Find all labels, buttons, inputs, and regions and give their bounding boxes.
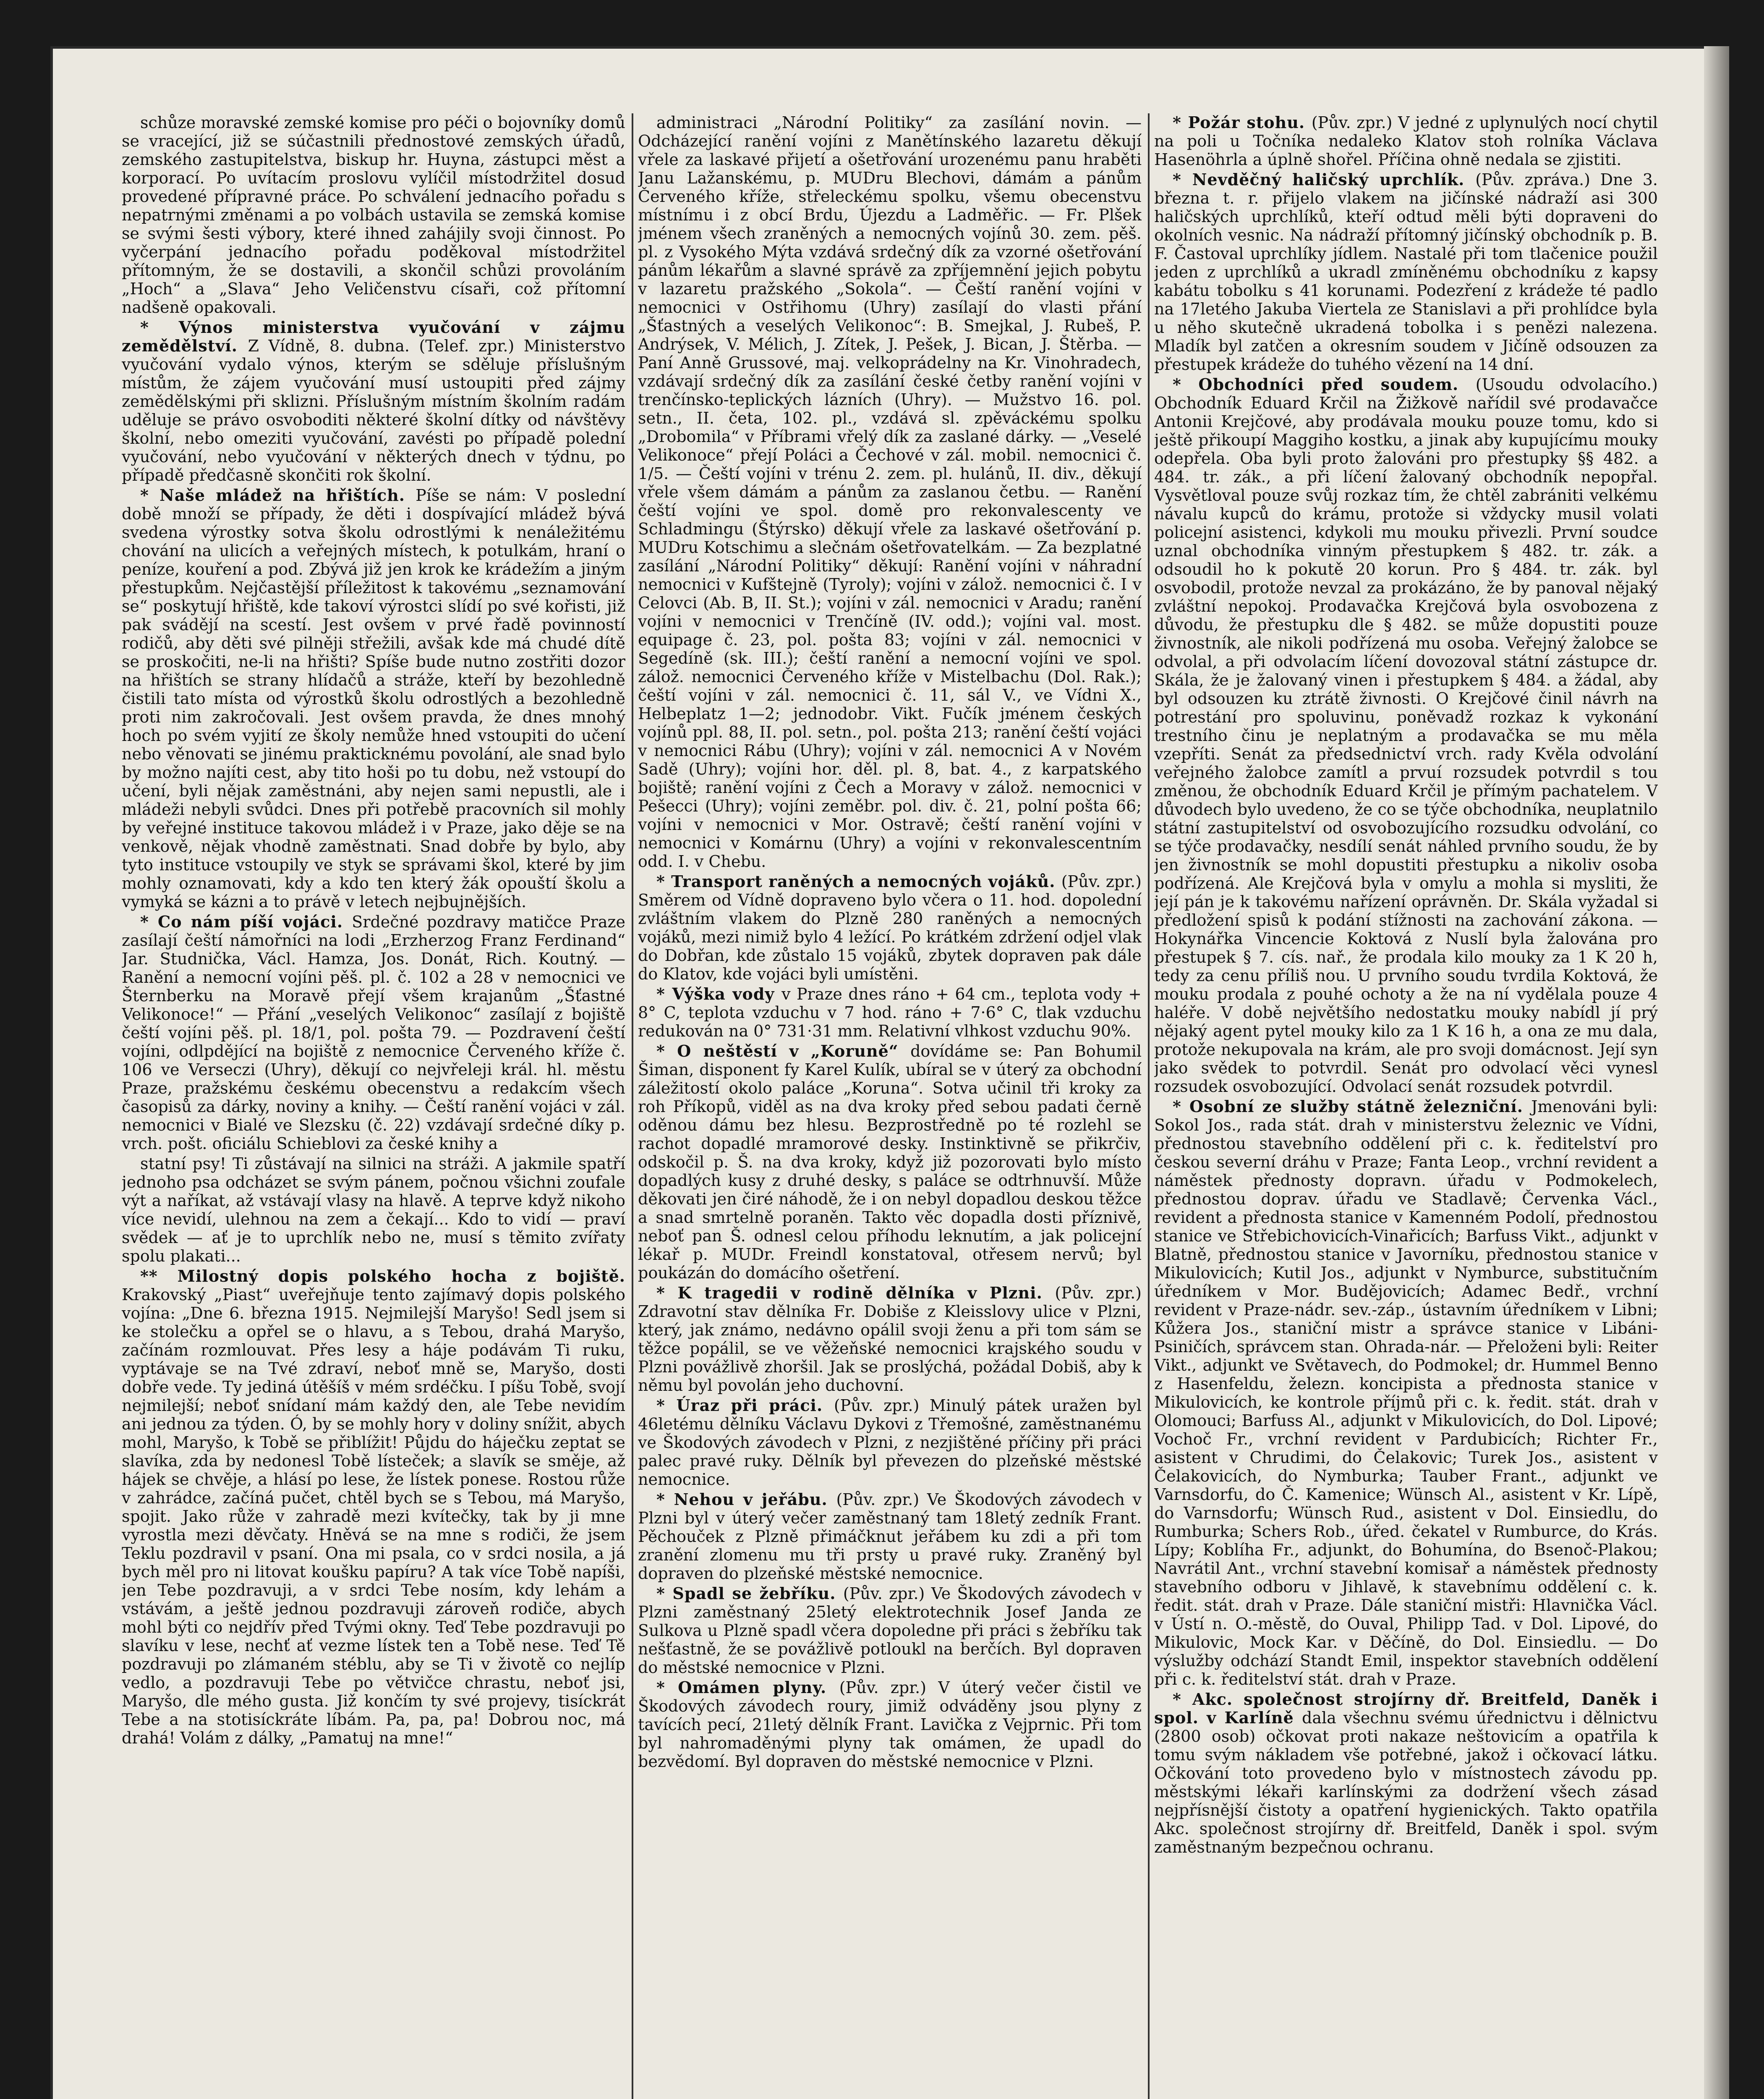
article-paragraph	[638, 1490, 1142, 1583]
article-paragraph	[122, 913, 625, 1153]
article-paragraph	[1154, 1097, 1658, 1688]
article-paragraph	[638, 872, 1142, 983]
article-text: (Pův. zpr.) V jedné z uplynulých nocí chytil na poli u Točníka nedaleko Klatov stoh rolníka Václava Hasenöhrla a úplně shořel. Příčina ohně nedala se zjistiti.	[1154, 113, 1658, 169]
article-headline: * Co nám píší vojáci.	[140, 912, 352, 931]
article-text: statní psy! Ti zůstávají na silnici na stráži. A jakmile spatří jednoho psa odcházet se svým pánem, počnou všichni zoufale výt a naříkat, až vstávají vlasy na hlavě. A teprve když nikoho více nevidí, ulehnou na zem a čekají... Kdo to vidí — praví svědek — ať je to uprchlík nebo ne, musí s těmito zvířaty spolu plakati...	[122, 1154, 625, 1265]
article-text: schůze moravské zemské komise pro péči o bojovníky domů se vracející, již se súčastnili přednostové zemských úřadů, zemského zastupitelstva, biskup hr. Huyna, zástupci měst a korporací. Po uvítacím proslovu vylíčil místodržitel dosud provedené přípravné práce. Po schválení jednacího pořadu s nepatrnými změnami a po volbách ustavila se zemská komise se svými šesti výbory, které ihned zahájily svoji činnost. Po vyčerpání jednacího pořadu poděkoval místodržitel přítomným, že se dostavili, a skončil schůzi provoláním „Hoch“ a „Slava“ Jeho Veličenstvu císaři, což přítomní nadšeně opakovali.	[122, 113, 625, 317]
article-text: (Usoudu odvolacího.) Obchodník Eduard Krčil na Žižkově nařídil své prodavačce Antonii Krejčové, aby prodávala mouku pouze tomu, kdo si ještě přikoupí Maggiho kostku, a jinak aby kupujícímu mouky odepřela. Oba byli proto žalováni pro přestupky §§ 482. a 484. tr. zák., a při líčení žalovaný obchodník nepopřal. Vysvětloval pouze svůj rozkaz tím, že chtěl zabrániti velkému návalu kupců do krámu, protože si vždycky musil volati policejní asistenci, kdykoli mu mouku přivezli. První soudce uznal obchodníka vinným přestupkem § 482. tr. zák. a odsoudil ho k pokutě 20 korun. Pro § 484. tr. zák. byl osvobodil, protože nevzal za prokázáno, že by panoval nějaký zvláštní nepokoj. Prodavačka Krejčová byla osvobozena z důvodu, že přestupku dle § 482. se může dopustiti pouze živnostník, ale nikoli podřízená mu osoba. Veřejný žalobce se odvolal, a při odvolacím líčení dovozoval státní zástupce dr. Skála, že je žalovaný vinen i přestupkem § 484. a žádal, aby byl odsouzen ku ztrátě živnosti. O Krejčové činil návrh na potrestání pro spoluvinu, poněvadž rozkaz k vykonání trestního činu je neplatným a prodavačka se mu měla vzepříti. Senát za předsednictví vrch. rady Kvěla odvolání veřejného žalobce zamítl a prvuí rozsudek potvrdil s tou změnou, že obchodník Eduard Krčil je přímým pachatelem. V důvodech bylo uvedeno, že co se týče obchodníka, neuplatnilo státní zastupitelství od osvobozujícího rozsudku odvolání, co se týče prodavačky, nesdílí senát náhled prvního soudu, že by jen živnostník se mohl dopustiti přestupku a nikoliv osoba podřízená. Ale Krejčová byla v omylu a mohla si mysliti, že její pán je k takovému nařízení oprávněn. Dr. Skála vyžadal si předložení spisů k podání stížnosti na zachování zákona. — Hokynářka Vincencie Koktová z Nuslí byla žalována pro přestupek § 7. cís. nař., že prodala kilo mouky za 1 K 20 h, tedy za cenu příliš nou. U prvního soudu tvrdila Koktová, že mouku prodala z pouhé ochoty a že na ní vydělala pouze 4 haléře. V době největšího nedostatku mouky nabídl jí prý nějaký agent pytel mouky kilo za 1 K 16 h, a ona ze mu dala, protože nekupovala na krám, ale pro svoji domácnost. Její syn jako svědek to potvrdil. Senát pro odvolací věci vynesl rozsudek osvobozující. Odvolací senát rozsudek potvrdil.	[1154, 375, 1658, 1096]
article-headline: * Výška vody	[656, 984, 782, 1003]
article-text: Z Vídně, 8. dubna. (Telef. zpr.) Ministerstvo vyučování vydalo výnos, kterým se sděluje příslušným místům, že zájem vyučování musí ustoupiti před zájmy zemědělskými při sklizni. Příslušným místním školním radám uděluje se právo osvoboditi některé školní dítky od návštěvy školní, nebo omeziti vyučování, zavésti po případě polední vyučování, nebo vyučování v některých dnech v týdnu, po případě předčasně skončiti rok školní.	[122, 337, 625, 484]
article-paragraph	[1154, 113, 1658, 169]
article-paragraph	[122, 486, 625, 911]
article-paragraph	[638, 1584, 1142, 1677]
article-headline: * K tragedii v rodině dělníka v Plzni.	[656, 1283, 1055, 1302]
column-left	[122, 113, 625, 2099]
column-right	[1154, 113, 1658, 2099]
article-text: administraci „Národní Politiky“ za zasílání novin. — Odcházející ranění vojíni z Manětínského lazaretu děkují vřele za laskavé přijetí a ošetřování urozenému panu hraběti Janu Lažanskému, p. MUDru Blechovi, dámám a pánům Červeného kříže, střeleckému spolku, všemu obecenstvu místnímu i z obcí Brdu, Újezdu a Ladměřic. — Fr. Plšek jménem všech zraněných a nemocných vojínů 30. zem. pěš. pl. z Vysokého Mýta vzdává srdečný dík za vzorné ošetřování pánům lékařům a slavné správě za zpříjemnění jejich pobytu v lazaretu pražského „Sokola“. — Čeští ranění vojíni v nemocnici v Ostřihomu (Uhry) zasílají do vlasti přání „Šťastných a veselých Velikonoc“: B. Smejkal, J. Rubeš, P. Andrýsek, V. Mélich, J. Zítek, J. Pešek, J. Bican, J. Štěrba. — Paní Anně Grussové, maj. velkoprádelny na Kr. Vinohradech, vzdávají srdečný dík za zasílání české četby ranění vojíni v trenčínsko-teplických lázních (Uhry). — Mužstvo 16. pol. setn., II. četa, 102. pl., vzdává sl. zpěváckému spolku „Drobomila“ v Příbrami vřelý dík za zaslané dárky. — „Veselé Velikonoce“ přejí Poláci a Čechové v zál. mobil. nemocnici č. 1/5. — Čeští vojíni v trénu 2. zem. pl. hulánů, II. div., děkují vřele všem dámám a pánům za zaslanou četbu. — Ranění čeští vojíni ve spol. domě pro rekonvalescenty ve Schladmingu (Štýrsko) děkují vřele za laskavé ošetřování p. MUDru Kotschimu a slečnám ošetřovatelkám. — Za bezplatné zasílání „Národní Politiky“ děkují: Ranění vojíni v náhradní nemocnici v Kufštejně (Tyroly); vojíni v zálož. nemocnici č. I v Celovci (Ab. B, II. St.); vojíni v zál. nemocnici v Aradu; ranění vojíni v nemocnici v Trenčíně (IV. odd.); vojíni val. most. equipage č. 23, pol. pošta 83; vojíni v zál. nemocnici v Segedíně (sk. III.); čeští ranění a nemocní vojíni ve spol. zálož. nemocnici Červeného kříže v Mistelbachu (Dol. Rak.); čeští vojíni v zál. nemocnici č. 11, sál V., ve Vídni X., Helbeplatz 1—2; jednodobr. Vikt. Fučík jménem českých vojínů ppl. 88, II. pol. setn., pol. pošta 213; ranění čeští vojáci v nemocnici Rábu (Uhry); vojíni v zál. nemocnici A v Novém Sadě (Uhry); vojíni hor. děl. pl. 8, bat. 4., z karpatského bojiště; ranění vojíni z Čech a Moravy v zálož. nemocnici v Pešecci (Uhry); vojíni zeměbr. pol. div. č. 21, polní pošta 66; vojíni v nemocnici v Mor. Ostravě; čeští ranění vojíni v nemocnici v Komárnu (Uhry) a vojíni v rekonvalescentním odd. I. v Chebu.	[638, 113, 1142, 871]
article-headline: * Nehou v jeřábu.	[656, 1490, 836, 1509]
article-headline: * O neštěstí v „Koruně“	[656, 1042, 911, 1060]
article-text: Jmenováni byli: Sokol Jos., rada stát. drah v ministerstvu železnic ve Vídni, přednostou stavebního oddělení při c. k. ředitelství pro českou severní dráhu v Praze; Fanta Leop., vrchní revident a náměstek přednosty dopravn. úřadu v Podmokelech, přednostou doprav. úřadu ve Stadlavě; Červenka Václ., revident a přednosta stanice v Kamenném Podolí, přednostou stanice ve Střebichovicích-Vinařicích; Barfuss Vikt., adjunkt v Blatně, přednostou stanice v Javorníku, přednostou stanice v Mikulovicích; Kutil Jos., adjunkt v Nymburce, substitučním úředníkem v Mor. Budějovicích; Adamec Bedř., vrchní revident v Praze-nádr. sev.-záp., ústavním úředníkem v Libni; Kůžera Jos., staniční mistr a správce stanice v Libáni-Psiničích, správcem stan. Ohrada-nár. — Přeloženi byli: Reiter Vikt., adjunkt ve Světavech, do Podmokel; dr. Hummel Benno z Hasenfeldu, železn. koncipista a přednosta stanice v Mikulovicích, ke kontrole příjmů při c. k. ředit. stát. drah v Olomouci; Barfuss Al., adjunkt v Mikulovicích, do Dol. Lipové; Vochoč Fr., vrchní revident v Pardubicích; Richter Fr., asistent v Chrudimi, do Čelakovic; Turek Jos., asistent v Čelakovicích, do Nymburka; Tauber Frant., adjunkt ve Varnsdorfu, do Č. Kamenice; Wünsch Al., asistent v Kr. Lípě, do Varnsdorfu; Wünsch Rud., asistent v Dol. Einsiedlu, do Rumburka; Schers Rob., úřed. čekatel v Rumburce, do Krás. Lípy; Koblíha Fr., adjunkt, do Bohumína, do Bsenoč-Plakou; Navrátil Ant., vrchní stavební komisař a náměstek přednosty stavebního odboru v Jihlavě, k stavebnímu oddělení c. k. ředit. stát. drah v Praze. Dále staniční mistři: Hlavnička Václ. v Ústí n. O.-městě, do Ouval, Philipp Tad. v Dol. Lipové, do Mikulovic, Mock Kar. v Děčíně, do Dol. Einsiedlu. — Do výslužby odchází Standt Emil, inspektor stavebních oddělení při c. k. ředitelství stát. drah v Praze.	[1154, 1097, 1658, 1688]
article-headline: * Omámen plyny.	[656, 1678, 839, 1697]
article-text: (Pův. zpr.) Minulý pátek uražen byl 46letému dělníku Václavu Dykovi z Třemošné, zaměstnanému ve Škodových závodech v Plzni, z nezjištěné příčiny při práci palec pravé ruky. Dělník byl převezen do plzeňské městské nemocnice.	[638, 1396, 1142, 1489]
article-text: Píše se nám: V poslední době množí se případy, že děti i dospívající mládež bývá svedena výrostky sotva školu odrostlými k nenáležitému chování na ulicích a veřejných místech, k potulkám, hraní o peníze, kouření a pod. Zbývá již jen krok ke krádežím a jiným přestupkům. Nejčastější příležitost k takovému „seznamování se“ poskytují hřiště, kde takoví výrostci slídí po své kořisti, již pak svádějí na scestí. Jest ovšem v prvé řadě povinností rodičů, aby děti své pilněji střežili, avšak kde má chudé dítě se proskočiti, ne-li na hřišti? Spíše bude nutno zostřiti dozor na hřištích se strany hlídačů a stráže, kteří by bezohledně čistili tato místa od výrostků školu odrostlých a bezohledně proti nim zakročovali. Jest ovšem pravda, že dnes mnohý hoch po svém vyjití ze školy nemůže hned vstoupiti do učení nebo věnovati se jinému prakticknému povolání, ale snad bylo by možno najíti cest, aby tito hoši po tu dobu, než vstoupí do učení, byli nějak zaměstnáni, aby nejen sami nepustli, ale i mládeži nebyli svůdci. Dnes při potřebě pracovních sil mohly by veřejné instituce takovou mládež i v Praze, jako děje se na venkově, nějak vhodně zaměstnati. Snad dobře by bylo, aby tyto instituce vstoupily ve styk se správami škol, které by jim mohly oznamovati, kdy a kdo ten který žák opouští školu a vymyká se kázni a to právě v letech nejbujnějších.	[122, 486, 625, 911]
article-headline: * Naše mládež na hřištích.	[140, 486, 416, 505]
article-headline: ** Milostný dopis polského hocha z bojiště.	[140, 1267, 625, 1285]
article-paragraph	[638, 1284, 1142, 1395]
article-paragraph	[1154, 170, 1658, 374]
article-text: v Praze dnes ráno + 64 cm., teplota vody + 8° C, teplota vzduchu v 7 hod. ráno + 7·6° C, tlak vzduchu redukován na 0° 731·31 mm. Relativní vlhkost vzduchu 90%.	[638, 985, 1142, 1040]
column-divider	[632, 113, 633, 2099]
article-headline: * Akc. společnost strojírny dř. Breitfeld, Daněk i spol. v Karlíně	[1154, 1690, 1658, 1727]
article-text: (Pův. zpr.) V úterý večer čistil ve Škodových závodech roury, jimiž odváděny jsou plyny z tavících pecí, 21letý dělník Frant. Lavička z Vejprnic. Při tom byl nahromaděnými plyny tak omámen, že upadl do bezvědomí. Byl dopraven do městské nemocnice v Plzni.	[638, 1678, 1142, 1771]
article-paragraph	[1154, 1690, 1658, 1856]
newspaper-page	[50, 46, 1729, 2099]
article-headline: * Osobní ze služby státně železniční.	[1173, 1097, 1531, 1116]
article-text: dala všechnu svému úřednictvu i dělnictvu (2800 osob) očkovat proti nakaze neštovicím a opatřila k tomu svým nákladem vše potřebné, jakož i očkovací látku. Očkování toto provedeno bylo v místnostech závodu pp. městskými lékaři karlínskými za dodržení všech zásad nejpřísnější čistoty a opatření hygienických. Takto opatřila Akc. společnost strojírny dř. Breitfeld, Daněk i spol. svým zaměstnaným bezpečnou ochranu.	[1154, 1709, 1658, 1856]
page-spine-shadow	[1704, 46, 1729, 2099]
article-paragraph	[122, 1267, 625, 1747]
article-text: dovídáme se: Pan Bohumil Šiman, disponent fy Karel Kulík, ubíral se v úterý za obchodní záležitostí okolo paláce „Koruna“. Sotva učinil tři kroky za roh Příkopů, viděl as na dva kroky před sebou padati černě oděnou dámu bez hlesu. Bezprostředně po té rozlehl se rachot dopadlé mramorové desky. Instinktivně se přikrčiv, odskočil p. Š. na dva kroky, když již pozorovati bylo místo dopadlých kusy z druhé desky, s paláce se odtrhnuvší. Může děkovati jen čiré náhodě, že i on nebyl dopadlou deskou těžce a snad smrtelně poraněn. Takto věc dopadla dosti příznivě, neboť pan Š. odnesl celou příhodu leknutím, a jak policejní lékař p. MUDr. Freindl konstatoval, otřesem nervů; byl poukázán do domácího ošetření.	[638, 1042, 1142, 1282]
article-text: (Pův. zpr.) Ve Škodových závodech v Plzni byl v úterý večer zaměstnaný tam 18letý zedník Frant. Pěchouček z Plzně přimáčknut jeřábem ku zdi a při tom zranění zlomenu mu tři prsty u pravé ruky. Zraněný byl dopraven do plzeňské městské nemocnice.	[638, 1490, 1142, 1583]
article-headline: * Požár stohu.	[1173, 113, 1312, 132]
article-paragraph	[1154, 375, 1658, 1096]
article-text: (Pův. zpr.) Zdravotní stav dělníka Fr. Dobiše z Kleisslovy ulice v Plzni, který, jak známo, nedávno opálil svoji ženu a při tom sám se těžce popálil, se ve věžeňské nemocnici krajského soudu v Plzni povážlivě zhoršil. Jak se proslýchá, požádal Dobiš, aby k němu byl povolán jeho duchovní.	[638, 1284, 1142, 1395]
article-headline: * Nevděčný haličský uprchlík.	[1173, 170, 1476, 189]
article-text: Krakovský „Piast“ uveřejňuje tento zajímavý dopis polského vojína: „Dne 6. března 1915. Nejmilejší Maryšo! Sedl jsem si ke stolečku a opřel se o hlavu, a s Tebou, drahá Maryšo, začínám rozmlouvat. Přes lesy a háje podávám Ti ruku, vyptávaje se na Tvé zdraví, neboť mně se, Maryšo, dosti dobře vede. Ty jediná útěšíš v mém srdéčku. I píšu Tobě, svojí nejmilejší; neboť snídaní mám každý den, ale Tebe nevidím ani jednou za týden. Ó, by se mohly hory v doliny snížit, abych mohl, Maryšo, k Tobě se přiblížit! Půjdu do háječku zeptat se slavíka, zda by nedonesl Tobě lísteček; a slavík se směje, až hájek se chvěje, a hlásí po lese, že lístek ponese. Rostou růže v zahrádce, začíná pučet, chtěl bych se s Tebou, má Maryšo, spojit. Jako růže v zahradě mezi kvítečky, tak by ji mne vyrostla mezi děvčaty. Hněvá se na mne s rodiči, že jsem Teklu pozdravil v psaní. Ona mi psala, co v srdci nosila, a já bych měl pro ni litovat koušku papíru? A tak více Tobě napíši, jen Tebe pozdravuji, a v srdci Tebe nosím, kdy lehám a vstávám, a ještě jednou pozdravuji zároveň rodiče, abych mohl býti co nejdřív před Tvými okny. Teď Tebe pozdravuji po slavíku v lese, nechť ať vezme lístek ten a Tobě nese. Teď Tě pozdravuji po zlámaném stéblu, aby se Ti v životě co nejlíp vedlo, a pozdravuji Tebe po větvičce chrastu, neboť jsi, Maryšo, dle mého gusta. Již končím ty své projevy, tisíckrát Tebe a na stotisíckráte líbám. Pa, pa, pa! Dobrou noc, má drahá! Volám z dálky, „Pamatuj na mne!“	[122, 1285, 625, 1747]
article-paragraph	[122, 113, 625, 317]
article-text: (Pův. zpr.) Směrem od Vídně dopraveno bylo včera o 11. hod. dopolední zvláštním vlakem do Plzně 280 raněných a nemocných vojáků, mezi nimiž bylo 4 ležící. Po krátkém zdržení odjel vlak do Dobřan, kde zůstalo 15 vojáků, zbytek dopraven pak dále do Klatov, kde vojáci byli umístěni.	[638, 872, 1142, 983]
article-paragraph	[638, 1396, 1142, 1489]
column-middle	[638, 113, 1142, 2099]
article-paragraph	[638, 1678, 1142, 1771]
article-headline: * Úraz při práci.	[656, 1396, 834, 1415]
article-text: (Pův. zpráva.) Dne 3. března t. r. přijelo vlakem na jičínské nádraží asi 300 haličských uprchlíků, kteří odtud měli býti dopraveni do okolních vesnic. Na nádraží přítomný jičínský obchodník p. B. F. Častoval uprchlíky jídlem. Nastalé při tom tlačenice použil jeden z uprchlíků a ukradl zmíněnému obchodníku z kapsy kabátu tobolku s 41 korunami. Podezření z krádeže té padlo na 17letého Jakuba Viertela ze Stanislavi a při prohlídce byla u něho skutečně ukradená tobolka i s penězi nalezena. Mladík byl zatčen a okresním soudem v Jičíně odsouzen za přestupek krádeže do tuhého vězení na 14 dní.	[1154, 170, 1658, 374]
article-paragraph	[638, 113, 1142, 871]
article-headline: * Spadl se žebříku.	[656, 1584, 843, 1603]
article-headline: * Výnos ministerstva vyučování v zájmu zemědělství.	[122, 318, 625, 355]
article-paragraph	[122, 318, 625, 484]
article-paragraph	[122, 1154, 625, 1265]
article-paragraph	[638, 1042, 1142, 1282]
article-headline: * Obchodníci před soudem.	[1173, 375, 1476, 394]
article-headline: * Transport raněných a nemocných vojáků.	[656, 872, 1061, 891]
article-text: (Pův. zpr.) Ve Škodových závodech v Plzni zaměstnaný 25letý elektrotechnik Josef Janda ze Sulkova u Plzně spadl včera dopoledne při práci s žebříku tak nešťastně, že se povážlivě potloukl na berčích. Byl dopraven do městské nemocnice v Plzni.	[638, 1584, 1142, 1677]
article-paragraph	[638, 985, 1142, 1040]
article-text: Srdečné pozdravy matičce Praze zasílají čeští námořníci na lodi „Erzherzog Franz Ferdinand“ Jar. Studnička, Václ. Hamza, Jos. Donát, Rich. Koutný. — Ranění a nemocní vojíni pěš. pl. č. 102 a 28 v nemocnici ve Šternberku na Moravě přejí všem krajanům „Šťastné Velikonoce!“ — Přání „veselých Velikonoc“ zasílají z bojiště čeští vojíni pěš. pl. 18/1, pol. pošta 79. — Pozdravení čeští vojíni, odlpdějící na bojiště z nemocnice Červeného kříže č. 106 ve Verseczi (Uhry), děkují co nejvřeleji král. hl. městu Praze, pražskému českému obecenstvu a redakcím všech časopisů za dárky, noviny a knihy. — Čeští ranění vojáci v zál. nemocnici v Bialé ve Slezsku (č. 22) vzdávají srdečné díky p. vrch. pošt. oficiálu Schieblovi za české knihy a	[122, 913, 625, 1153]
column-divider	[1148, 113, 1150, 2099]
